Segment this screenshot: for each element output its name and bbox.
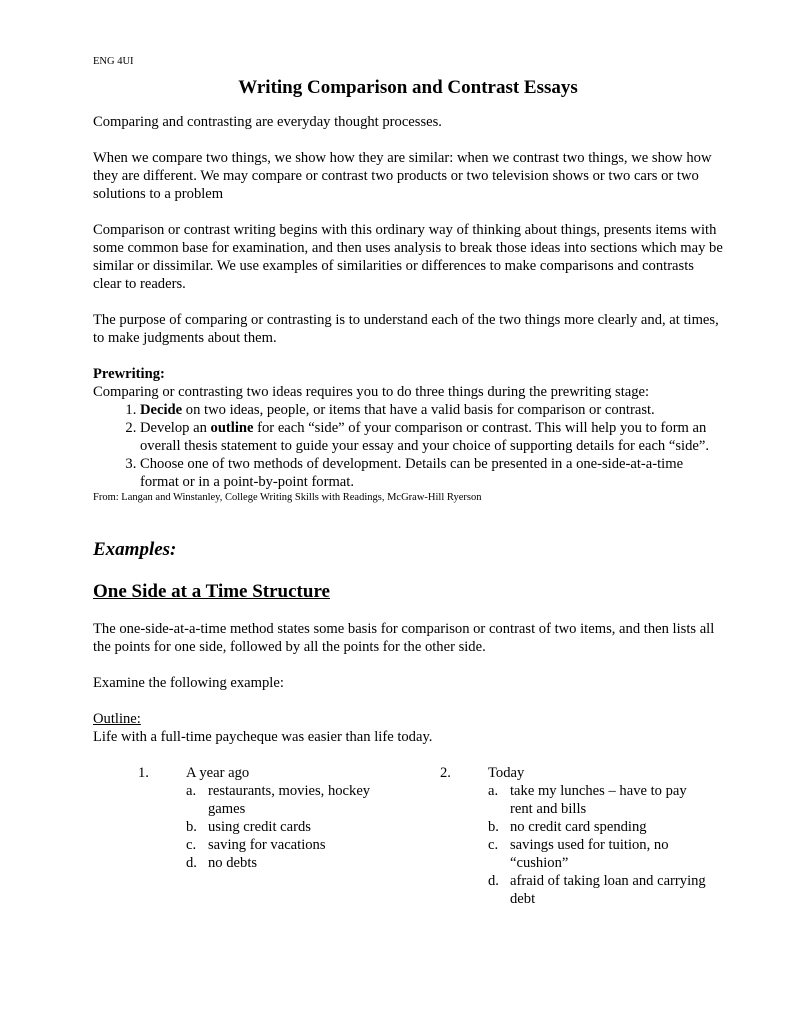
item-letter: c.	[488, 836, 499, 853]
list-item	[186, 854, 398, 872]
outline-label: Outline:	[93, 710, 141, 727]
outline-head-present	[440, 764, 710, 782]
item-letter: d.	[488, 872, 499, 889]
prewriting-lead: Comparing or contrasting two ideas requires you to do three things during the prewriting stage:	[93, 384, 650, 400]
step-outline-pre: Develop an	[140, 420, 211, 436]
step-method: 3. Choose one of two methods of development. Details can be presented in a one-side-at-a-time format or in a point-by-point format.	[140, 455, 723, 491]
intro-paragraph-1: Comparing and contrasting are everyday thought processes.	[93, 114, 442, 130]
outline-columns	[93, 764, 723, 924]
outline-points-past	[138, 782, 398, 872]
step-decide-text: on two ideas, people, or items that have a valid basis for comparison or contrast.	[182, 402, 655, 418]
item-text: no debts	[208, 854, 258, 871]
outline-number: 2.	[440, 764, 451, 781]
outline-number: 1.	[138, 764, 149, 781]
step-outline	[140, 419, 723, 455]
list-item	[488, 818, 710, 836]
item-text: restaurants, movies, hockey games	[208, 782, 371, 817]
source-citation: From: Langan and Winstanley, College Writing Skills with Readings, McGraw-Hill Ryerson	[93, 492, 482, 503]
item-text: afraid of taking loan and carrying debt	[510, 872, 706, 907]
thesis-line: Life with a full-time paycheque was easier than life today.	[93, 728, 433, 745]
item-letter: c.	[186, 836, 197, 853]
examples-heading: Examples:	[93, 539, 177, 560]
item-letter: d.	[186, 854, 197, 871]
outline-heading: A year ago	[186, 764, 250, 781]
section-title: One Side at a Time Structure	[93, 581, 330, 602]
item-letter: a.	[186, 782, 197, 799]
item-text: no credit card spending	[510, 818, 647, 835]
list-item	[488, 782, 710, 818]
list-item	[186, 818, 398, 836]
list-item	[186, 782, 398, 818]
item-letter: b.	[186, 818, 197, 835]
page-title: Writing Comparison and Contrast Essays	[238, 77, 578, 98]
examine-line: Examine the following example:	[93, 674, 284, 691]
section-description: The one-side-at-a-time method states some basis for comparison or contrast of two items, and then lists all the points for one side, followed by all the points for the other side.	[93, 620, 715, 655]
step-outline-bold: outline	[210, 420, 254, 436]
outline-heading: Today	[488, 764, 525, 781]
list-item	[488, 872, 710, 908]
item-letter: b.	[488, 818, 499, 835]
item-text: saving for vacations	[208, 836, 326, 853]
outline-points-present	[440, 782, 710, 908]
item-text: savings used for tuition, no “cushion”	[510, 836, 669, 871]
document-page	[93, 56, 723, 924]
intro-paragraph-3: Comparison or contrast writing begins with this ordinary way of thinking about things, presents items with some common base for examination, and then uses analysis to break those ideas into sections which may be similar or dissimilar. We use examples of similarities or differences to make comparisons and contrasts clear to readers.	[93, 222, 723, 292]
prewriting-heading: Prewriting:	[93, 366, 165, 382]
outline-column-past	[138, 764, 398, 872]
outline-column-present	[440, 764, 710, 908]
step-decide-bold: Decide	[140, 402, 183, 418]
list-item	[488, 836, 710, 872]
step-outline-text: for each “side” of your comparison or contrast. This will help you to form an overall thesis statement to guide your essay and your choice of supporting details for each “side”.	[140, 420, 709, 454]
list-item	[186, 836, 398, 854]
item-text: take my lunches – have to pay rent and bills	[510, 782, 687, 817]
outline-head-past	[138, 764, 398, 782]
intro-paragraph-4: The purpose of comparing or contrasting is to understand each of the two things more clearly and, at times, to make judgments about them.	[93, 312, 719, 346]
course-code: ENG 4UI	[93, 56, 134, 67]
item-letter: a.	[488, 782, 499, 799]
prewriting-steps	[93, 401, 723, 491]
step-decide	[140, 401, 723, 419]
item-text: using credit cards	[208, 818, 311, 835]
intro-paragraph-2: When we compare two things, we show how they are similar: when we contrast two things, we show how they are different. We may compare or contrast two products or two television shows or two cars or two solutions to a problem	[93, 150, 712, 202]
